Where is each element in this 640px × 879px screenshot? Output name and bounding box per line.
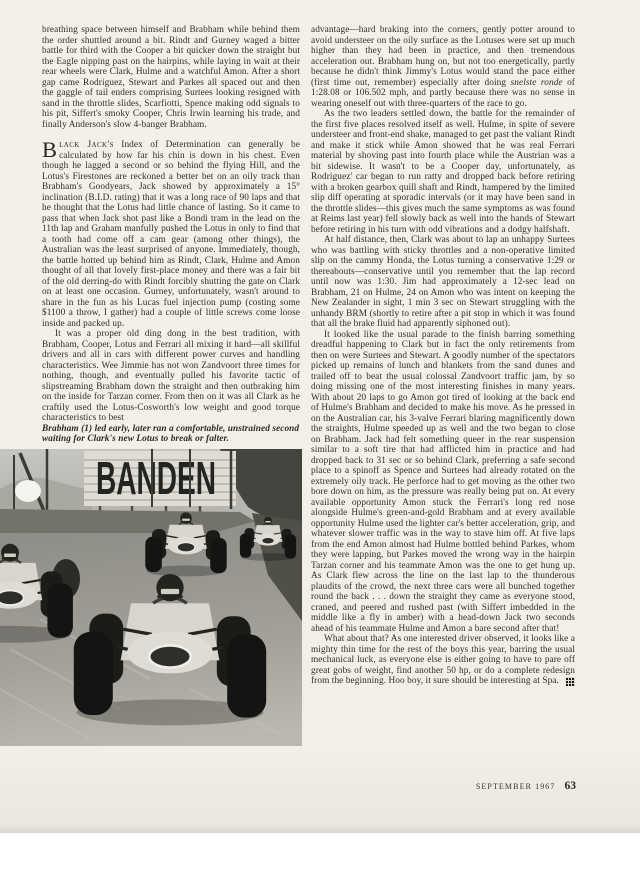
italic-snelste-ronde: snelste ronde: [510, 77, 563, 88]
billboard-text: BANDEN: [96, 452, 216, 505]
paragraph-advantage: [311, 25, 575, 109]
paragraph-advantage-post: of 1:28.08 or 106.502 mph, and partly because there was no sense in wearing oneself out with three-quarters of the race to go.: [311, 77, 575, 109]
drop-cap: B: [42, 137, 58, 162]
light-flare: [15, 480, 41, 502]
photo-caption: Brabham (1) led early, later ran a comfortable, unstrained second waiting for Clark's new Lotus to break or falter.: [42, 423, 300, 445]
paragraph-what-about: [311, 634, 575, 687]
paragraph-advantage-pre: advantage—hard braking into the corners, gently potter around to avoid understeer on the oily surface as the Lotuses were set up much higher than they had been in practice, and then tremendous acceleration out. Brabham hung on, but not too energetically, partly because he didn't think Jimmy's Lotus would stand the pace either (first time out, remember) especially after doing: [311, 25, 575, 88]
right-column: [311, 25, 575, 687]
issue-date: SEPTEMBER 1967: [475, 782, 556, 791]
small-caps-lead: lack Jack's: [59, 140, 114, 150]
page-footer: [476, 780, 576, 792]
paragraph-continuation: breathing space between himself and Brabham while behind them the order shuttled around a bit. Rindt and Gurney waged a bitter battle for third with the Cooper a bit quicker down the straight but the Eagle nipping past on the hairpins, while laying in wait at their rear wheels were Clark, Hulme and a watchful Amon. After a short gap came Rodriguez, Stewart and Parkes all spaced out and then the gaggle of tail enders comprising Surtees looking resigned with sand in the throttle slides, Scarfiotti, Spence making odd signals to his pit, Siffert's smoky Cooper, Chris Irwin learning his trade, and finally Anderson's slow 4-banger Brabham.: [42, 25, 300, 130]
left-column: [0, 25, 302, 746]
paragraph-leaders: As the two leaders settled down, the battle for the remainder of the first five places resolved itself as well. Hulme, in spite of severe understeer and front-end shake, managed to get past the valiant Rindt and make it stick while Amon showed that he was real Ferrari material by shoving past into fourth place while the Austrian was a bit sidewise. It wasn't to be a Cooper day, unfortunately, as Rodriguez' car began to run ratty and dropped back before retiring with a broken gearbox quill shaft and Rindt, hampered by the limited slip diff operating at sporadic intervals (or it may have been sand in the throttle slides—this gives much the same symptoms as was found at Reims last year) fell slowly back as well into the hands of Stewart before retiring in his turn with odd vibrations and a dodgy halfshaft.: [311, 109, 575, 235]
end-of-article-icon: [566, 677, 575, 686]
paragraph-half-distance: At half distance, then, Clark was about to lap an unhappy Surtees who was battling with sticky throttles and a non-operative limited slip on the cammy Honda, the Lotus turning a conservative 1:29 or thereabouts—conservative until you remember that the lap record until now was 1:30. Jim had approximately a 12-sec lead on Brabham, 21 on Hulme, 24 on Amon who was intent on keeping the New Zealander in sight, 1 min 3 sec on Stewart struggling with the unhandy BRM (shortly to retire after a pit stop in which it was found that all the brake fluid had apparently siphoned out).: [311, 235, 575, 329]
paragraph-ding-dong: It was a proper old ding dong in the best tradition, with Brabham, Cooper, Lotus and Ferrari all mixing it hard—all skillful drivers and all in cars with different power curves and handling characteristics. Wee Jimmie has not won Zandvoort three times for nothing, though, and eventually pulled his favorite tactic of slipstreaming Brabham down the straight and then outbraking him on the inside for Tarzan corner. From then on it was all Clark as he craftily used the Lotus-Cosworth's low weight and good torque characteristics to best: [42, 329, 300, 423]
paragraph-black-jack-text: Index of Determination can generally be calculated by how far his chin is down in his chest. Even though he lagged a second or so behind the flying Hill, and the Lotus's Firestones are reckoned a better bet on an oily track than Brabham's Goodyears, Jack showed by approximately a 15° inclination (B.I.D. rating) that it was a long race of 90 laps and that he thought that the Lotus had little chance of lasting. So it came to pass that when Jack shot past like a Bondi tram in the lead on the 11th lap and Graham manfully pushed the Lotus in only to find that a tooth had come off a cam gear (among other things), the Australian was the least surprised of anyone. Immediately, though, the battle hotted up behind him as Rindt, Clark, Hulme and Amon thought of all that lovely first-place money and there was a fair bit of the old derring-do with Rindt forcibly shutting the gate on Clark on at least one occasion. Gurney, unfortunately, wasn't around to share in the fun as his Lucas fuel injection pump (costing some $1100 a throw, I gather) had a couple of little screws come loose inside and packed up.: [42, 140, 300, 329]
paragraph-what-about-text: What about that? As one interested driver observed, it looks like a mighty thin time for the rest of the boys this year, barring the usual mechanical luck, as everyone else is either going to have to pare off great gobs of weight, find another 50 hp, or do a complete redesign from the beginning. Hoo boy, it sure should be interesting at Spa.: [311, 634, 575, 686]
race-photo: [0, 449, 302, 746]
paragraph-black-jack: [42, 137, 300, 329]
paragraph-parade: It looked like the usual parade to the finish barring something dreadful happening to Clark but in fact the only retirements from then on were Surtees and Stewart. A goodly number of the spectators picked up remains of lunch and blankets from the sand dunes and trailed off to beat the usual colossal Zandvoort traffic jam, by so doing missing one of the most interesting finishes in many years. With about 20 laps to go Amon got tired of looking at the back end of Hulme's Brabham and decided to make his move. As he pressed in on the Australian car, his 3-valve Ferrari blaring magnificently down the straights, Hulme speeded up as well and the two began to close on Brabham. Jack had felt something queer in the rear suspension similar to a soft tire that had afflicted him in practice and had dropped back to 31 sec or so behind Clark, preferring a safe second place to a spinoff as Spence and Surtees had already rotated on the extremely oily track. He perforce had to get moving as the other two bore down on him, as the pressure was really being put on. At every available opportunity Amon stuck the Ferrari's long red nose alongside Hulme's green-and-gold Brabham and at every available opportunity Hulme used the lighter car's better acceleration, grip, and whatever slower traffic was in the way to stave him off. At five laps from the end Amon almost had Hulme bottled behind Parkes, whom they were lapping, but Parkes moved the wrong way in the hairpin Tarzan corner and his teammate Amon was the one to get hung up. As Clark flew across the line on the last lap to the thunderous plaudits of the crowd, the next three cars were all bunched together round the back . . . down the straight they came as everyone stood, craned, and peered and rushed past (with Siffert imbedded in the middle like a fly in amber) with a head-down Jack two seconds ahead of his teammate Hulme and Amon a bare second after that!: [311, 329, 575, 634]
left-column-text: [42, 25, 300, 445]
page-number: 63: [564, 780, 576, 792]
